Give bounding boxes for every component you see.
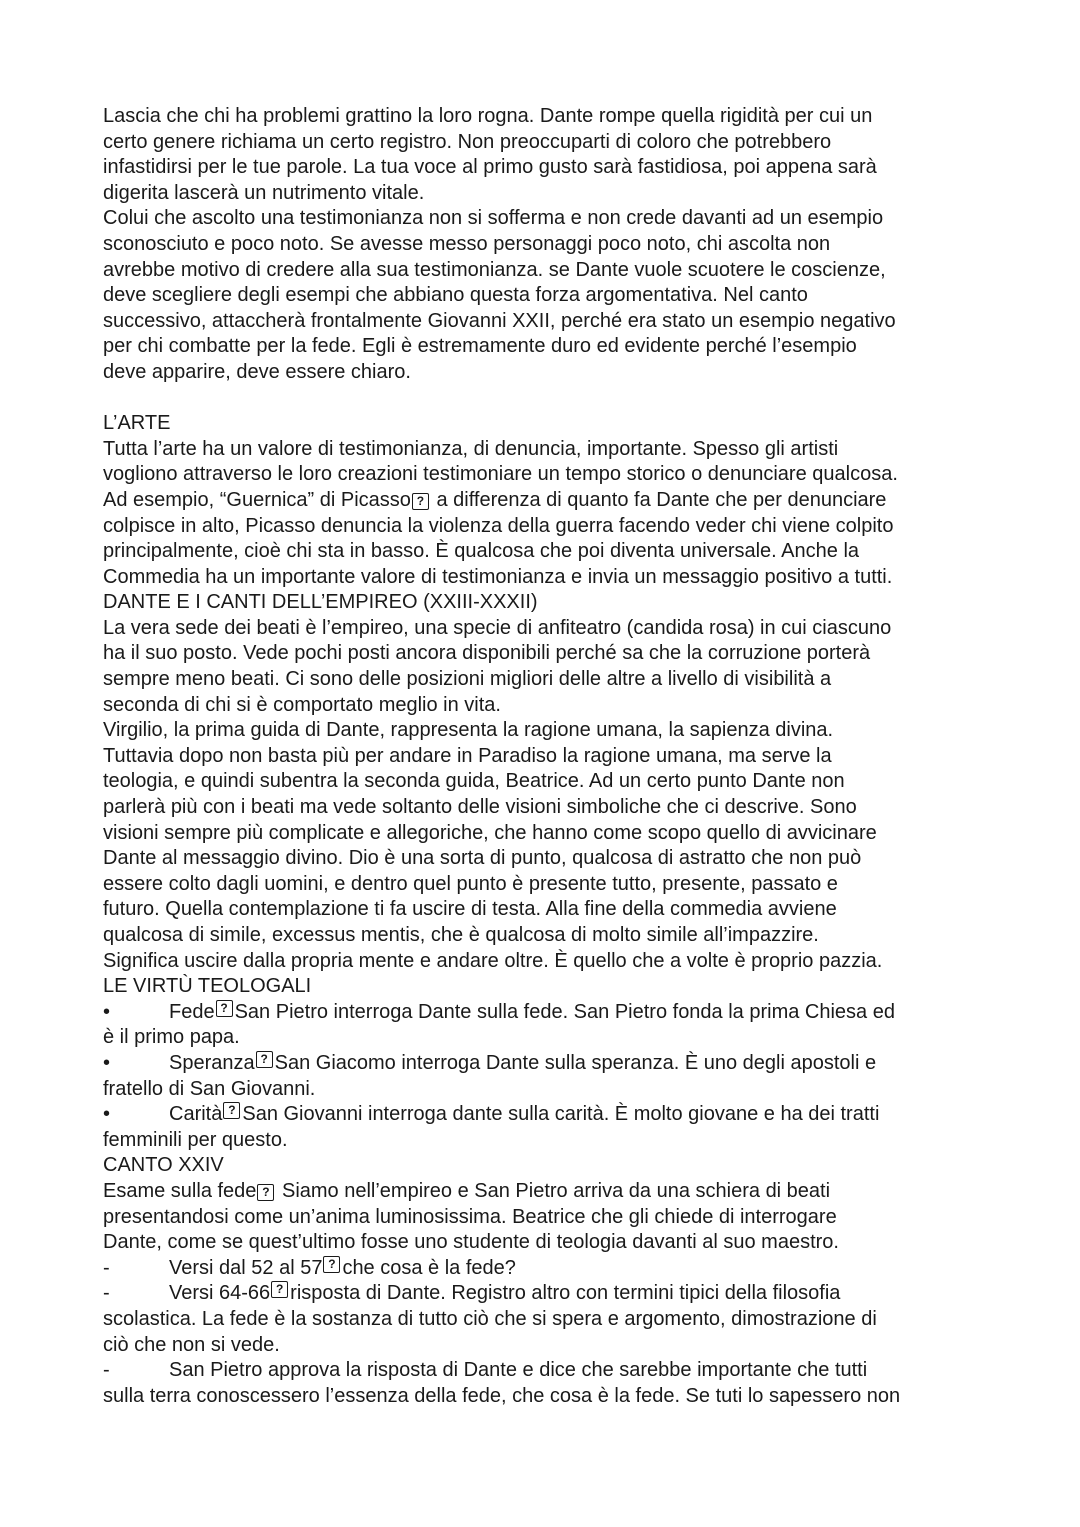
text-line: presentandosi come un’anima luminosissima. Beatrice che gli chiede di interrogare (103, 1205, 837, 1228)
text-line: Significa uscire dalla propria mente e andare oltre. È quello che a volte è proprio pazzia. (103, 949, 883, 972)
list-versi (103, 1256, 983, 1410)
text-line: La vera sede dei beati è l’empireo, una specie di anfiteatro (candida rosa) in cui ciascuno (103, 616, 892, 639)
text-line (103, 1179, 983, 1205)
text-line: colpisce in alto, Picasso denuncia la violenza della guerra facendo veder chi viene colpito (103, 514, 894, 537)
bullet-marker: • (103, 1000, 111, 1023)
text-line: è il primo papa. (103, 1026, 240, 1049)
missing-glyph-icon: ? (256, 1051, 273, 1068)
text-line: teologia, e quindi subentra la seconda guida, Beatrice. Ad un certo punto Dante non (103, 770, 845, 793)
text-line: Colui che ascolto una testimonianza non si sofferma e non crede davanti ad un esempio (103, 207, 884, 230)
text-line: Tutta l’arte ha un valore di testimonianza, di denuncia, importante. Spesso gli artisti (103, 437, 839, 460)
text-line: visioni sempre più complicate e allegoriche, che hanno come scopo quello di avvicinare (103, 821, 877, 844)
text-line: per chi combatte per la fede. Egli è estremamente duro ed evidente perché l’esempio (103, 335, 857, 358)
dash-marker: - (103, 1256, 110, 1279)
list-virtu (103, 1000, 983, 1154)
heading-virtu: LE VIRTÙ TEOLOGALI (103, 975, 312, 998)
list-item (103, 1358, 983, 1384)
text-span: Versi 64-66 (169, 1282, 271, 1305)
text-span: San Giovanni interroga dante sulla carità. È molto giovane e ha dei tratti (242, 1103, 880, 1126)
heading-canto: CANTO XXIV (103, 1154, 224, 1177)
text-span: Carità (169, 1103, 223, 1126)
missing-glyph-icon: ? (216, 1000, 233, 1017)
text-span: Esame sulla fede (103, 1179, 257, 1202)
paragraph-empireo (103, 616, 983, 974)
text-line: Dante, come se quest’ultimo fosse uno studente di teologia davanti al suo maestro. (103, 1231, 839, 1254)
text-line: seconda di chi si è comportato meglio in vita. (103, 693, 501, 716)
missing-glyph-icon: ? (323, 1256, 340, 1273)
missing-glyph-icon: ? (223, 1102, 240, 1119)
dash-marker: - (103, 1282, 110, 1305)
list-item (103, 1051, 983, 1077)
text-line: qualcosa di simile, excessus mentis, che è qualcosa di molto simile all’impazzire. (103, 924, 819, 946)
text-line: avrebbe motivo di credere alla sua testimonianza. se Dante vuole scuotere le coscienze, (103, 258, 886, 281)
text-line: infastidirsi per le tue parole. La tua voce al primo gusto sarà fastidiosa, poi appena sarà (103, 156, 877, 179)
text-line: parlerà più con i beati ma vede soltanto delle visioni simboliche che ci descrive. Sono (103, 796, 857, 819)
list-item (103, 1281, 983, 1307)
text-line: femminili per questo. (103, 1128, 288, 1151)
text-line: ciò che non si vede. (103, 1333, 280, 1356)
bullet-marker: • (103, 1103, 111, 1126)
text-line: essere colto dagli uomini, e dentro quel punto è presente tutto, presente, passato e (103, 872, 838, 895)
missing-glyph-icon: ? (257, 1184, 274, 1201)
text-line: Tuttavia dopo non basta più per andare in Paradiso la ragione umana, ma serve la (103, 744, 832, 767)
text-line (103, 488, 983, 514)
text-line: ha il suo posto. Vede pochi posti ancora disponibili perché sa che la corruzione porterà (103, 642, 871, 665)
text-span: risposta di Dante. Registro altro con termini tipici della filosofia (290, 1282, 841, 1305)
missing-glyph-icon: ? (271, 1281, 288, 1298)
text-line: scolastica. La fede è la sostanza di tutto ciò che si spera e argomento, dimostrazione di (103, 1307, 877, 1330)
paragraph-intro (103, 104, 983, 386)
text-line: sulla terra conoscessero l’essenza della fede, che cosa è la fede. Se tuti lo sapessero non (103, 1384, 901, 1407)
text-line: futuro. Quella contemplazione ti fa uscire di testa. Alla fine della commedia avviene (103, 898, 837, 921)
heading-empireo: DANTE E I CANTI DELL’EMPIREO (XXIII-XXXII) (103, 591, 538, 614)
text-line: Lascia che chi ha problemi grattino la loro rogna. Dante rompe quella rigidità per cui un (103, 105, 873, 127)
blank-line (103, 386, 983, 412)
text-line: Dante al messaggio divino. Dio è una sorta di punto, qualcosa di astratto che non può (103, 847, 862, 870)
text-line: Virgilio, la prima guida di Dante, rappresenta la ragione umana, la sapienza divina. (103, 719, 834, 742)
text-line: sempre meno beati. Ci sono delle posizioni migliori delle altre a livello di visibilità a (103, 668, 832, 691)
dash-marker: - (103, 1359, 110, 1382)
text-line: successivo, attaccherà frontalmente Giovanni XXII, perché era stato un esempio negativo (103, 309, 896, 332)
text-span: Speranza (169, 1051, 255, 1074)
missing-glyph-icon: ? (412, 493, 429, 510)
text-line: certo genere richiama un certo registro. Non preoccuparti di coloro che potrebbero (103, 130, 832, 153)
document-page (103, 104, 983, 1409)
text-line: vogliono attraverso le loro creazioni testimoniare un tempo storico o denunciare qualcosa. (103, 463, 898, 486)
text-line: digerita lascerà un nutrimento vitale. (103, 181, 425, 204)
text-line: Commedia ha un importante valore di testimonianza e invia un messaggio positivo a tutti. (103, 565, 893, 588)
text-span: Ad esempio, “Guernica” di Picasso (103, 488, 411, 511)
list-item (103, 1102, 983, 1128)
text-line: fratello di San Giovanni. (103, 1077, 316, 1100)
text-line: sconosciuto e poco noto. Se avesse messo personaggi poco noto, chi ascolta non (103, 232, 831, 255)
paragraph-arte (103, 437, 983, 591)
text-span: Siamo nell’empireo e San Pietro arriva da una schiera di beati (276, 1179, 831, 1202)
list-item (103, 1256, 983, 1282)
list-item (103, 1000, 983, 1026)
text-line: deve apparire, deve essere chiaro. (103, 360, 411, 383)
text-span: Versi dal 52 al 57 (169, 1256, 323, 1279)
text-span: San Pietro approva la risposta di Dante e dice che sarebbe importante che tutti (169, 1359, 868, 1382)
text-span: San Pietro interroga Dante sulla fede. San Pietro fonda la prima Chiesa ed (234, 1000, 895, 1023)
text-line: deve scegliere degli esempi che abbiano questa forza argomentativa. Nel canto (103, 284, 808, 307)
text-span: a differenza di quanto fa Dante che per denunciare (430, 488, 887, 511)
text-span: che cosa è la fede? (342, 1256, 516, 1279)
paragraph-canto (103, 1179, 983, 1256)
text-span: San Giacomo interroga Dante sulla speranza. È uno degli apostoli e (274, 1051, 877, 1074)
heading-arte: L’ARTE (103, 412, 171, 435)
text-span: Fede (169, 1000, 215, 1023)
text-line: principalmente, cioè chi sta in basso. È qualcosa che poi diventa universale. Anche la (103, 540, 860, 563)
bullet-marker: • (103, 1051, 111, 1074)
